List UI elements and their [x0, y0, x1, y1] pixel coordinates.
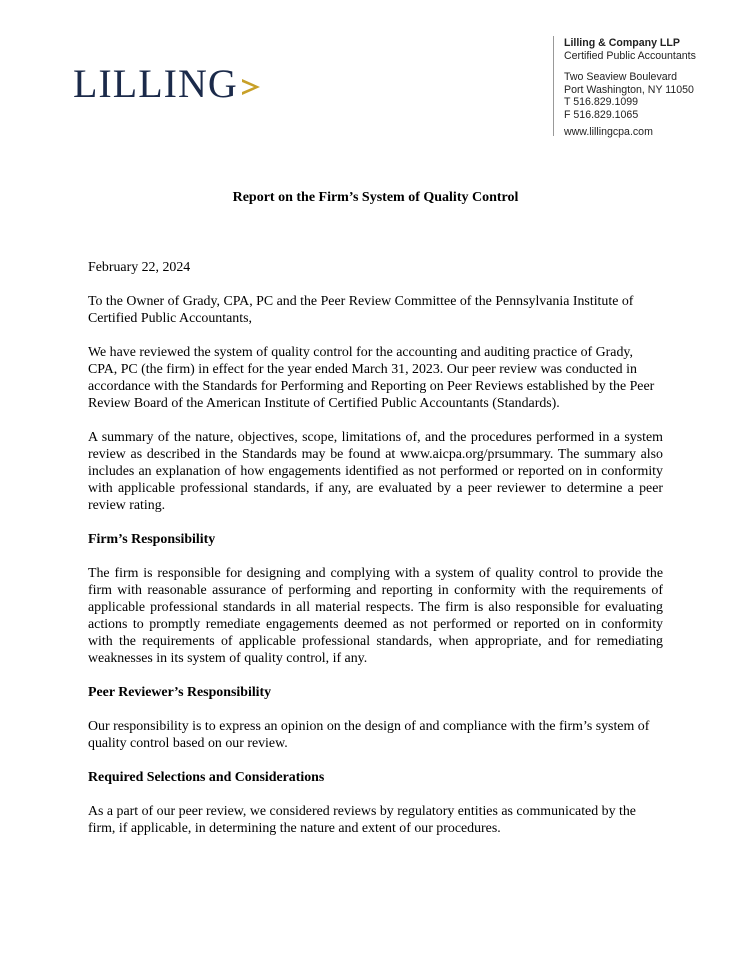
firm-type: Certified Public Accountants: [564, 49, 696, 62]
report-title: Report on the Firm’s System of Quality Control: [232, 190, 519, 205]
firm-name: Lilling & Company LLP: [564, 37, 680, 49]
paragraph-firm-responsibility: The firm is responsible for designing and complying with a system of quality control to provide the firm with reasonable assurance of performing and reporting in conformity with the requirements of applicable professional standards in all material respects. The firm is also responsible for evaluating actions to promptly remediate engagements deemed as not performed or reported on in conformity with the requirements of applicable professional standards, when appropriate, and for remediating weaknesses in its system of quality control, if any.: [88, 566, 663, 666]
fax-number: F 516.829.1065: [564, 108, 639, 121]
paragraph-scope: We have reviewed the system of quality control for the accounting and auditing practice of Grady, CPA, PC (the firm) in effect for the year ended March 31, 2023. Our peer review was conducted in accordance with the Standards for Performing and Reporting on Peer Reviews established by the Peer Review Board of the American Institute of Certified Public Accountants (Standards).: [88, 345, 655, 411]
letter-date: February 22, 2024: [88, 260, 191, 275]
paragraph-reviewer-responsibility: Our responsibility is to express an opinion on the design of and compliance with the firm’s system of quality control based on our review.: [88, 719, 650, 751]
chevron-right-icon: [240, 77, 262, 97]
phone-number: T 516.829.1099: [564, 96, 639, 109]
heading-firm-responsibility: Firm’s Responsibility: [88, 532, 216, 547]
address-line-1: Two Seaview Boulevard: [564, 71, 678, 84]
salutation: To the Owner of Grady, CPA, PC and the Peer Review Committee of the Pennsylvania Institute of Certified Public Accountants,: [88, 294, 634, 326]
heading-required-selections: Required Selections and Considerations: [88, 770, 325, 785]
paragraph-summary: A summary of the nature, objectives, scope, limitations of, and the procedures performed in a system review as described in the Standards may be found at www.aicpa.org/prsummary. The summary also includes an explanation of how engagements identified as not performed or reported on in conformity with applicable professional standards, if any, are evaluated by a peer reviewer to determine a peer review rating.: [88, 430, 663, 513]
letterhead-divider: [553, 36, 554, 136]
website-link[interactable]: www.lillingcpa.com: [564, 125, 653, 138]
paragraph-required-selections: As a part of our peer review, we considered reviews by regulatory entities as communicated by the firm, if applicable, in determining the nature and extent of our procedures.: [88, 804, 636, 836]
letter-body: [88, 259, 663, 854]
company-logo: [73, 61, 262, 106]
heading-reviewer-responsibility: Peer Reviewer’s Responsibility: [88, 685, 272, 700]
address-line-2: Port Washington, NY 11050: [564, 83, 694, 96]
firm-contact-block: [564, 37, 696, 138]
logo-wordmark: LILLING: [73, 61, 238, 106]
